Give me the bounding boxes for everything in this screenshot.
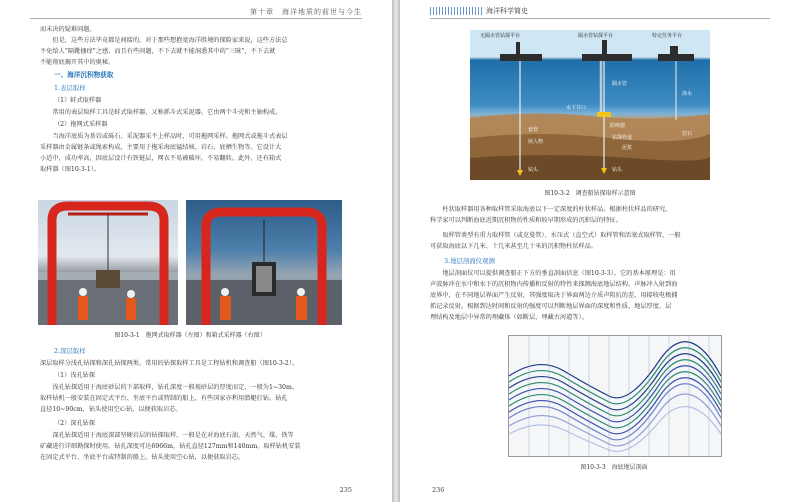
grab-sampler-text: 常用的表层取样工具是蚌式取样器，又称抓斗式采泥器。它由两个斗壳和主轴构成。 — [52, 109, 282, 116]
core-sampler-text: 柱状取样器用各种取样管采取海底以下一定深度的柱状样品。根据柱状样品的研究， 科学家可以判断海底近期沉积物的性质和较早期形成的沉积层的特征。 — [430, 206, 672, 224]
label-wellhead: 水下井口 — [566, 105, 587, 111]
book-title: 海洋科学简史 — [486, 7, 528, 15]
seismic-profile-illustration — [509, 336, 721, 456]
deep-sampling-intro: 深层取样分浅孔钻探和深孔钻探两类。常用的钻探取样工具是工程钻机和调查船（图10-3-2）。 — [40, 360, 299, 367]
subsubsection-trawl-sampler: （2）拖网式采样器 — [54, 121, 108, 128]
trawl-sampler-illustration — [38, 200, 178, 325]
section-title: 一、海洋沉积物获取 — [54, 71, 114, 79]
label-mud: 泥浆 — [622, 145, 633, 151]
label-insert: 嵌入物 — [528, 139, 544, 145]
label-riserless-platform: 无隔水管钻探平台 — [480, 33, 521, 39]
label-mission-platform: 特定任务平台 — [652, 33, 683, 39]
subsubsection-shallow-drilling: （1）浅孔钻探 — [54, 372, 96, 379]
profiler-text: 地层剖面仪可以提供调查船正下方的垂直剖面信息（图10-3-3）。它的基本原理是：用 声波脉冲在水中和水下的沉积物内传播和反射的特性来探测海底地层结构。声脉冲入射到海 底界中，在不同地层界面产生反射，其强度取决于界面两边介质声阻抗的差，用接收电极捕 抓记录反射。根据到达时间和反射的强度可以判断地层界面的深度和性质、地层厚度、层 理结构及地层中异常的埋藏体（如断层、埋藏古河道等）。 — [430, 270, 678, 321]
left-page-number: 235 — [339, 486, 352, 494]
left-header-rule — [30, 18, 362, 19]
left-running-header: 第十章 海洋地质的前世与今生 — [250, 8, 362, 16]
label-drill-pipe: 钻探管道 — [612, 135, 633, 141]
label-drill-bit-left: 钻头 — [528, 167, 539, 173]
subsubsection-deep-drilling: （2）深孔钻探 — [54, 420, 96, 427]
figure-10-3-3-caption: 图10-3-3 海底地层剖面 — [580, 464, 648, 471]
subsection-surface-sampling: 1.表层取样 — [54, 84, 86, 92]
drilling-diagram-illustration — [470, 30, 710, 180]
right-page-number: 236 — [432, 486, 445, 494]
drilling-diagram — [470, 30, 710, 180]
intro-line: 不免给人“隔靴搔痒”之感，而且有些问题，不下去就不能洞悉其中的“三昧”，不下去就 — [40, 48, 276, 55]
label-drill-bit-right: 钻头 — [612, 167, 623, 173]
box-sampler-illustration — [186, 200, 342, 325]
sampler-types-text: 取样管类型有重力取样管（或克曼管）、水压式（直空式）取样管和活塞式取样管，一般 可获取海底以下几米、十几米甚至几十米的沉积物柱状样品。 — [430, 232, 681, 250]
book-gutter — [392, 0, 400, 502]
label-riser: 隔水管 — [612, 81, 628, 87]
header-stripes-decoration — [430, 7, 482, 15]
figure-10-3-1-caption: 图10-3-1 拖网式取样器（左图）和箱式采样器（右图） — [114, 332, 266, 339]
intro-text — [40, 24, 360, 68]
label-rock: 岩石 — [682, 131, 693, 137]
box-sampler-photo — [186, 200, 342, 325]
intro-line: 不能彻底揭开其中的奥秘。 — [40, 59, 115, 66]
label-seawater: 海水 — [682, 91, 693, 97]
right-header-rule — [430, 18, 770, 19]
trawl-sampler-text: 当海洋底质为基岩或砾石、采泥器采不上样品时，可用拖网采样。拖网式或拖斗式表层 采样器由金属链条或绳索构成，主要用于拖采海底锰结核、岩石、底栖生物等。它设计大 小适中，成功率高，因底层设计有铁链层，网衣不易被破坏，不易翻转。此外，还有箱式 取样器（图10-3-1）。 — [40, 133, 288, 173]
sub-bottom-profile-image — [508, 335, 722, 457]
label-riser-platform: 隔水管钻探平台 — [578, 33, 614, 39]
intro-line: 而未决的疑难问题。 — [40, 26, 96, 33]
shallow-drilling-text: 浅孔钻探适用于海底砂层的下部取样，钻孔深度一般视砂层的厚度而定，一般为1~30m。 取样钻机一般安装在固定式平台、坐底平台或特制的船上，有些国家亦利用潜艇打钻。钻孔 直径10~90cm，钻头使用空心钻，以便获取岩芯。 — [40, 384, 299, 413]
subsubsection-grab-sampler: （1）蚌式取样器 — [54, 97, 102, 104]
intro-line: 但是，这些方法毕竟都是间接的，对于那些想抱宽海洋胜境的探险家来说，这些方法总 — [52, 37, 288, 44]
figure-10-3-2-caption: 图10-3-2 调查船钻探取样示意图 — [544, 190, 636, 197]
deep-drilling-text: 深孔钻探适用于海底深部坚硬岩层的钻探取样，一般是在对海底石油、天然气、煤、铁等 矿藏进行详细勘探时使用。钻孔深度可达6966m，钻孔直径127mm和140mm。取样钻机安装 在固定式平台、坐底平台或特制的船上。钻头使用空心钻，以便获取岩芯。 — [40, 432, 301, 461]
subsection-deep-sampling: 2.深层取样 — [54, 347, 86, 355]
right-running-header — [430, 6, 528, 16]
left-page — [0, 0, 392, 502]
subsection-profiler: 3.地层剖面仪观测 — [444, 257, 495, 265]
label-blowout-preventer: 防喷器 — [610, 123, 626, 129]
label-casing: 套管 — [528, 127, 539, 133]
trawl-sampler-photo — [38, 200, 178, 325]
